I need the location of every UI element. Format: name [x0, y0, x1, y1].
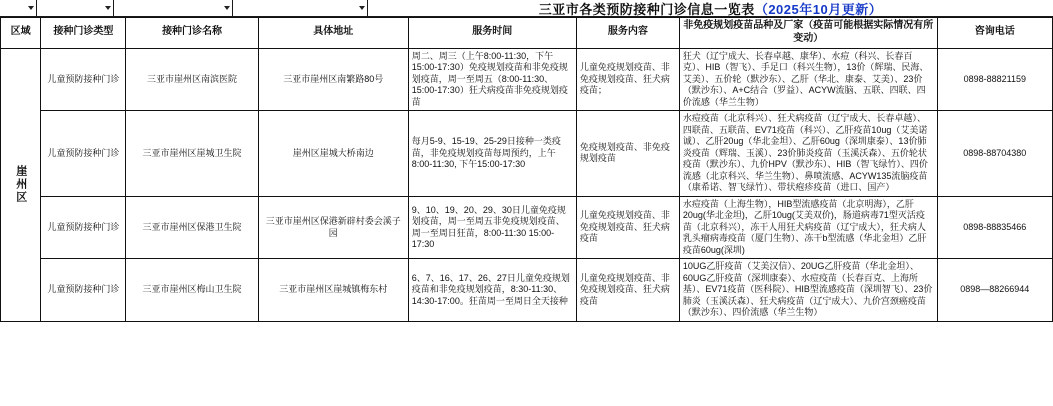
column-header-region: 区域: [1, 18, 41, 49]
chevron-down-icon: [224, 6, 230, 10]
filter-dropdown-address[interactable]: [233, 0, 368, 16]
service-time: 每月5-9、15-19、25-29日接种一类疫苗，非免疫规划疫苗每周预约，上午8:00-11:30, 下午15:00-17:30: [408, 111, 576, 197]
clinic-address: 崖州区崖城大桥南边: [258, 111, 408, 197]
filter-header-bar: [0, 0, 1053, 17]
clinic-type: 儿童预防接种门诊: [41, 196, 126, 259]
clinic-name: 三亚市崖州区崖城卫生院: [126, 111, 258, 197]
chevron-down-icon: [359, 6, 365, 10]
page-title-update: （2025年10月更新）: [754, 1, 883, 17]
clinic-name: 三亚市崖州区保港卫生院: [126, 196, 258, 259]
service-content: 儿童免疫规划疫苗、非免疫规划疫苗、狂犬病疫苗: [576, 259, 679, 322]
chevron-down-icon: [105, 6, 111, 10]
clinic-phone: 0898-88704380: [937, 111, 1052, 197]
clinic-type: 儿童预防接种门诊: [41, 48, 126, 111]
clinic-type: 儿童预防接种门诊: [41, 111, 126, 197]
clinic-phone: 0898-88835466: [937, 196, 1052, 259]
clinic-address: 三亚市崖州区崖城镇梅东村: [258, 259, 408, 322]
clinic-address: 三亚市崖州区南繁路80号: [258, 48, 408, 111]
clinic-address: 三亚市崖州区保港新辟村委会溪子园: [258, 196, 408, 259]
page-title: [368, 0, 1053, 16]
filter-dropdown-type[interactable]: [37, 0, 114, 16]
service-time: 周二、周三（上午8:00-11:30，下午15:00-17:30）免疫规划疫苗和非免疫规划疫苗，周一至周五（8:00-11:30、15:00-17:30）狂犬病疫苗非免疫规划疫苗: [408, 48, 576, 111]
region-label: 崖州区: [14, 165, 27, 205]
service-time: 9、10、19、20、29、30日儿童免疫规划疫苗，周一至周五非免疫规划疫苗、周一至周日狂苗，8:00-11:30 15:00-17:30: [408, 196, 576, 259]
region-cell: [1, 48, 41, 321]
service-time: 6、7、16、17、26、27日儿童免疫规划疫苗和非免疫规划疫苗，8:30-11:30、14:30-17:00。狂苗周一至周日全天接种: [408, 259, 576, 322]
table-row: [1, 111, 1053, 197]
column-header-address: 具体地址: [258, 18, 408, 49]
vaccine-list: 10UG乙肝疫苗（艾美汉信）、20UG乙肝疫苗（华北金坦）、60UG乙肝疫苗（深圳康泰）、水痘疫苗（长春百克、上海所基）、EV71疫苗（医科院）、HIB型流感疫苗（深圳智飞）、23价肺炎（玉溪沃森）、狂犬病疫苗（辽宁成大）、九价宫颈癌疫苗（默沙东）、四价流感（华兰生物）: [679, 259, 937, 322]
chevron-down-icon: [28, 6, 34, 10]
column-header-time: 服务时间: [408, 18, 576, 49]
column-header-phone: 咨询电话: [937, 18, 1052, 49]
clinic-phone: 0898-88821159: [937, 48, 1052, 111]
table-header-row: [1, 18, 1053, 49]
filter-dropdown-region[interactable]: [0, 0, 37, 16]
service-content: 儿童免疫规划疫苗、非免疫规划疫苗、狂犬病疫苗；: [576, 48, 679, 111]
service-content: 免疫规划疫苗、非免疫规划疫苗: [576, 111, 679, 197]
table-row: [1, 48, 1053, 111]
service-content: 儿童免疫规划疫苗、非免疫规划疫苗、狂犬病疫苗: [576, 196, 679, 259]
vaccine-list: 水痘疫苗（北京科兴）、狂犬病疫苗（辽宁成大、长春卓越）、四联苗、五联苗、EV71疫苗（科兴）、乙肝疫苗10ug（艾美诺诚）、乙肝20ug（华北金坦）、乙肝60ug（深圳康泰）、13价肺炎疫苗（辉瑞、玉溪）、23价肺炎疫苗（玉溪沃森）、五价轮状疫苗（默沙东）、九价HPV（默沙东）、HIB（智飞绿竹）、四价流感（北京科兴、华兰生物）、鼻喷流感、ACYW135流脑疫苗（康希诺、智飞绿竹）、带状疱疹疫苗（进口、国产）: [679, 111, 937, 197]
vaccine-list: 狂犬（辽宁成大、长春卓越、康华）、水痘（科兴、长春百克）、HIB（智飞）、手足口（科兴生物），13价（辉瑞、民海、艾美）、五价轮（默沙东）、乙肝（华北、康泰、艾美）、23价（默沙东）、A+C结合（罗益）、ACYW流脑、五联、四联、四价流感（华兰生物）: [679, 48, 937, 111]
clinic-phone: 0898—88266944: [937, 259, 1052, 322]
table-row: [1, 196, 1053, 259]
clinic-name: 三亚市崖州区梅山卫生院: [126, 259, 258, 322]
table-row: [1, 259, 1053, 322]
filter-dropdown-name[interactable]: [114, 0, 233, 16]
column-header-type: 接种门诊类型: [41, 18, 126, 49]
clinic-type: 儿童预防接种门诊: [41, 259, 126, 322]
clinic-name: 三亚市崖州区南滨医院: [126, 48, 258, 111]
column-header-name: 接种门诊名称: [126, 18, 258, 49]
vaccine-list: 水痘疫苗（上海生物），HIB型流感疫苗（北京明海），乙肝20ug(华北金坦)，乙肝10ug(艾美双价)，肠道病毒71型灭活疫苗（北京科兴），冻干人用狂犬病疫苗（辽宁成大），狂犬病人乳头瘤病毒疫苗（厦门生物）、冻干b型流感（华北金坦）乙肝疫苗60ug(深圳): [679, 196, 937, 259]
column-header-service: 服务内容: [576, 18, 679, 49]
clinic-info-table: [0, 17, 1053, 322]
column-header-vaccines: 非免疫规划疫苗品种及厂家（疫苗可能根据实际情况有所变动）: [679, 18, 937, 49]
page-title-main: 三亚市各类预防接种门诊信息一览表: [538, 1, 755, 17]
